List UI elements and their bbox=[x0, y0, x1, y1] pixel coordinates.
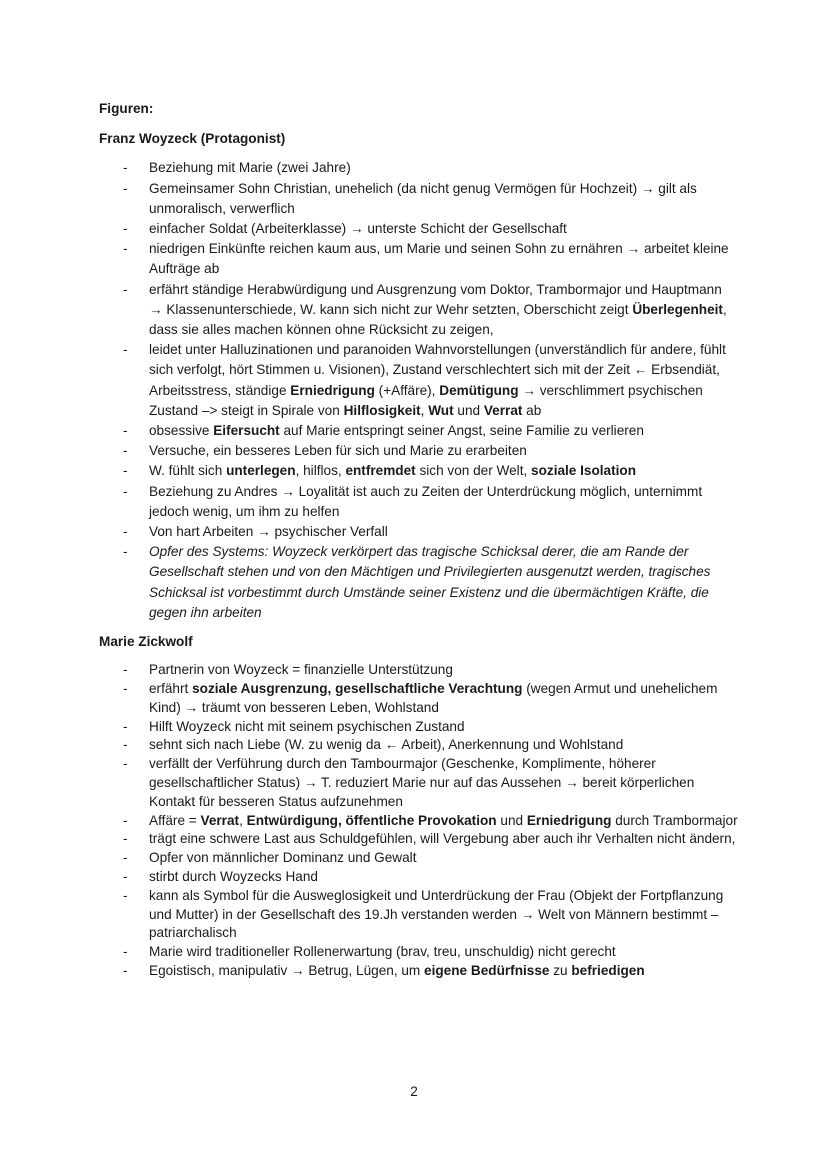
bold-text: Demütigung bbox=[439, 382, 519, 398]
list-item bbox=[99, 849, 739, 868]
item-text: einfacher Soldat (Arbeiterklasse) → unterste Schicht der Gesellschaft bbox=[149, 221, 567, 237]
list-item bbox=[99, 158, 739, 178]
item-text: Beziehung mit Marie (zwei Jahre) bbox=[149, 160, 351, 176]
item-text: Beziehung zu Andres → Loyalität ist auch zu Zeiten der Unterdrückung möglich, unternimmt jedoch wenig, um ihm zu helfen bbox=[149, 483, 703, 519]
bullet-dash: - bbox=[123, 180, 128, 196]
woyzeck-list bbox=[99, 158, 739, 623]
item-text: erfährt ständige Herabwürdigung und Ausgrenzung vom Doktor, Trambormajor und Hauptmann → Klassenunterschiede, W. kann sich nicht zur Wehr setzten, Oberschicht zeigt bbox=[149, 281, 722, 317]
item-text: sich von der Welt, bbox=[415, 463, 532, 479]
item-text: ab bbox=[522, 402, 542, 418]
bold-text: Eifersucht bbox=[213, 423, 280, 439]
bullet-dash: - bbox=[123, 756, 128, 772]
woyzeck-heading: Franz Woyzeck (Protagonist) bbox=[99, 131, 286, 147]
item-text: stirbt durch Woyzecks Hand bbox=[149, 869, 318, 885]
list-item bbox=[99, 830, 739, 849]
bullet-dash: - bbox=[123, 963, 128, 979]
item-text: Versuche, ein besseres Leben für sich und Marie zu erarbeiten bbox=[149, 443, 527, 459]
bold-text: befriedigen bbox=[571, 963, 645, 979]
list-item bbox=[99, 962, 739, 981]
bold-text: Erniedrigung bbox=[290, 382, 375, 398]
bullet-dash: - bbox=[123, 160, 128, 176]
bullet-dash: - bbox=[123, 221, 128, 237]
item-text: verfällt der Verführung durch den Tambourmajor (Geschenke, Komplimente, höherer gesellschaftlicher Status) → T. reduziert Marie nur auf das Aussehen → bereit körperlichen Kontakt für besseren Status aufzunehmen bbox=[149, 756, 695, 809]
bold-text: Wut bbox=[428, 402, 454, 418]
bullet-dash: - bbox=[123, 544, 128, 560]
bold-text: soziale Ausgrenzung, gesellschaftliche Verachtung bbox=[192, 681, 523, 697]
item-text: Partnerin von Woyzeck = finanzielle Unterstützung bbox=[149, 662, 453, 678]
bullet-dash: - bbox=[123, 443, 128, 459]
list-item bbox=[99, 219, 739, 239]
list-item bbox=[99, 718, 739, 737]
bullet-dash: - bbox=[123, 850, 128, 866]
list-item bbox=[99, 661, 739, 680]
item-text: obsessive bbox=[149, 423, 214, 439]
item-text: sehnt sich nach Liebe (W. zu wenig da ← Arbeit), Anerkennung und Wohlstand bbox=[149, 737, 624, 753]
bullet-dash: - bbox=[123, 869, 128, 885]
item-text: kann als Symbol für die Ausweglosigkeit und Unterdrückung der Frau (Objekt der Fortpflanzung und Mutter) in der Gesellschaft des 19.Jh verstanden werden → Welt von Männern bestimmt – patriarchalisch bbox=[149, 887, 724, 941]
bullet-dash: - bbox=[123, 281, 128, 297]
item-text: Marie wird traditioneller Rollenerwartung (brav, treu, unschuldig) nicht gerecht bbox=[149, 944, 616, 960]
bullet-dash: - bbox=[123, 241, 128, 257]
bold-text: unterlegen bbox=[226, 463, 296, 479]
page-content bbox=[99, 99, 739, 981]
bullet-dash: - bbox=[123, 681, 128, 697]
bold-text: Hilflosigkeit bbox=[343, 402, 421, 418]
bullet-dash: - bbox=[123, 944, 128, 960]
list-item bbox=[99, 943, 739, 962]
item-text: W. fühlt sich bbox=[149, 463, 227, 479]
bold-text: Erniedrigung bbox=[526, 812, 612, 828]
bold-text: entfremdet bbox=[345, 463, 416, 479]
bullet-dash: - bbox=[123, 423, 128, 439]
bold-text: Verrat bbox=[483, 402, 523, 418]
item-text: , hilflos, bbox=[295, 463, 346, 479]
bullet-dash: - bbox=[123, 662, 128, 678]
item-text: , bbox=[420, 402, 429, 418]
item-text: , dass sie alles machen können ohne Rücksicht zu zeigen, bbox=[149, 301, 727, 338]
item-text: erfährt bbox=[149, 681, 193, 697]
bullet-dash: - bbox=[123, 718, 128, 734]
bullet-dash: - bbox=[123, 831, 128, 847]
list-item bbox=[99, 755, 739, 811]
page-number: 2 bbox=[410, 1084, 418, 1099]
list-item bbox=[99, 522, 739, 542]
item-text: und bbox=[453, 402, 484, 418]
list-item bbox=[99, 239, 739, 279]
item-text: Affäre = bbox=[149, 812, 201, 828]
bullet-dash: - bbox=[123, 524, 128, 540]
list-item bbox=[99, 179, 739, 219]
item-text: → verschlimmert psychischen Zustand –> steigt in Spirale von bbox=[149, 382, 703, 418]
list-item bbox=[99, 887, 739, 943]
list-item bbox=[99, 868, 739, 887]
item-text: niedrigen Einkünfte reichen kaum aus, um Marie und seinen Sohn zu ernähren → arbeitet kleine Aufträge ab bbox=[149, 241, 729, 277]
item-text: trägt eine schwere Last aus Schuldgefühlen, will Vergebung aber auch ihr Verhalten nicht ändern, bbox=[149, 831, 736, 847]
item-text: (+Affäre), bbox=[374, 382, 440, 398]
bold-text: soziale Isolation bbox=[531, 463, 637, 479]
bold-text: Verrat bbox=[200, 812, 240, 828]
item-text: Opfer des Systems: Woyzeck verkörpert das tragische Schicksal derer, die am Rande der Gesellschaft stehen und von den Mächtigen und Privilegierten ausgenutzt werden, tragisches Schicksal ist vorbestimmt durch Umstände seiner Existenz und die übermächtigen Kräfte, die gegen ihn arbeiten bbox=[149, 544, 711, 620]
list-item bbox=[99, 340, 739, 421]
marie-heading: Marie Zickwolf bbox=[99, 634, 193, 650]
bold-text: Entwürdigung, öffentliche Provokation bbox=[246, 812, 497, 828]
bullet-dash: - bbox=[123, 737, 128, 753]
item-text: Gemeinsamer Sohn Christian, unehelich (da nicht genug Vermögen für Hochzeit) → gilt als unmoralisch, verwerflich bbox=[149, 180, 697, 216]
list-item bbox=[99, 441, 739, 461]
list-item bbox=[99, 482, 739, 522]
item-text: und bbox=[496, 812, 527, 828]
list-item bbox=[99, 812, 739, 831]
bold-text: eigene Bedürfnisse bbox=[424, 963, 550, 979]
item-text: durch Trambormajor bbox=[611, 812, 738, 828]
bullet-dash: - bbox=[123, 342, 128, 358]
list-item bbox=[99, 680, 739, 718]
item-text: (wegen Armut und unehelichem Kind) → träumt von besseren Leben, Wohlstand bbox=[149, 681, 718, 715]
item-text: , bbox=[239, 812, 247, 828]
bullet-dash: - bbox=[123, 463, 128, 479]
list-item bbox=[99, 736, 739, 755]
bold-text: Überlegenheit bbox=[632, 301, 723, 317]
marie-list bbox=[99, 661, 739, 981]
item-text: zu bbox=[549, 963, 572, 979]
item-text: leidet unter Halluzinationen und paranoiden Wahnvorstellungen (unverständlich für andere, fühlt sich verfolgt, hört Stimmen u. Visionen), Zustand verschlechtert sich mit der Zeit ← Erbsendiät, Arbeitsstress, ständige bbox=[149, 342, 726, 398]
section-title: Figuren: bbox=[99, 101, 154, 116]
item-text: Hilft Woyzeck nicht mit seinem psychischen Zustand bbox=[149, 718, 465, 734]
bullet-dash: - bbox=[123, 483, 128, 499]
bullet-dash: - bbox=[123, 812, 128, 828]
bullet-dash: - bbox=[123, 887, 128, 903]
item-text: Egoistisch, manipulativ → Betrug, Lügen, um bbox=[149, 963, 425, 979]
list-item bbox=[99, 280, 739, 341]
list-item bbox=[99, 461, 739, 481]
item-text: auf Marie entspringt seiner Angst, seine Familie zu verlieren bbox=[279, 423, 644, 439]
list-item bbox=[99, 421, 739, 441]
item-text: Opfer von männlicher Dominanz und Gewalt bbox=[149, 850, 417, 866]
item-text: Von hart Arbeiten → psychischer Verfall bbox=[149, 524, 388, 540]
list-item bbox=[99, 542, 739, 623]
